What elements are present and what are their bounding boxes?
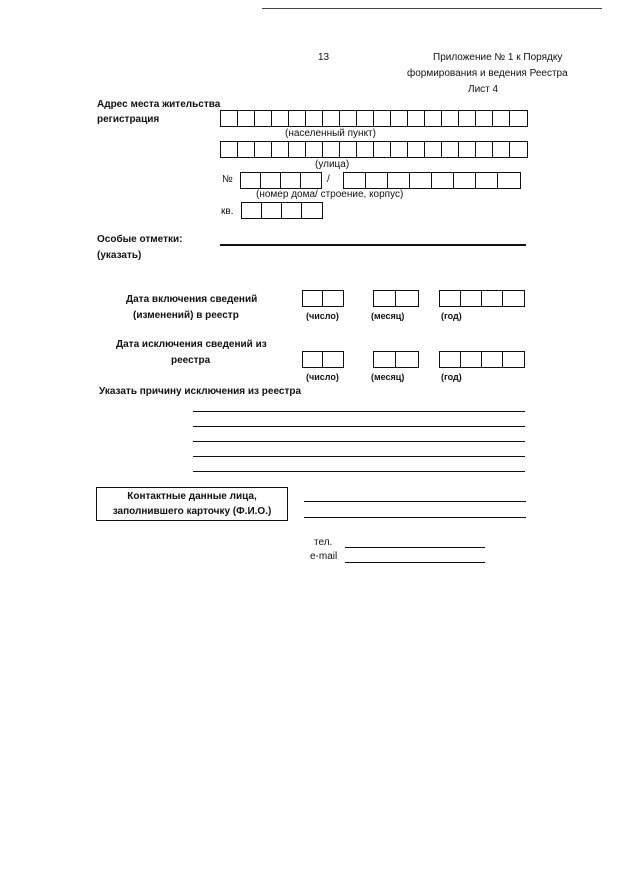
- inclusion-day-input[interactable]: [302, 290, 344, 307]
- exclusion-reason-label: Указать причину исключения из реестра: [99, 386, 302, 397]
- house-number-label: №: [222, 174, 233, 185]
- apartment-label: кв.: [221, 206, 234, 217]
- exclusion-day-caption: (число): [306, 372, 339, 382]
- exclusion-date-label-2: реестра: [171, 355, 211, 366]
- phone-label: тел.: [314, 537, 333, 548]
- exclusion-month-input[interactable]: [373, 351, 419, 368]
- inclusion-month-input[interactable]: [373, 290, 419, 307]
- email-line[interactable]: [345, 562, 485, 563]
- reason-line-2[interactable]: [193, 426, 525, 427]
- exclusion-year-caption: (год): [441, 372, 462, 382]
- contact-name-line-1[interactable]: [304, 501, 526, 502]
- reason-line-3[interactable]: [193, 441, 525, 442]
- inclusion-year-input[interactable]: [439, 290, 525, 307]
- contact-name-line-2[interactable]: [304, 517, 526, 518]
- appendix-line-1: Приложение № 1 к Порядку: [433, 52, 563, 63]
- exclusion-month-caption: (месяц): [371, 372, 405, 382]
- reason-line-5[interactable]: [193, 471, 525, 472]
- phone-line[interactable]: [345, 547, 485, 548]
- contact-box-line-1: Контактные данные лица,: [127, 491, 257, 502]
- special-notes-label: Особые отметки:: [97, 234, 183, 245]
- contact-box-line-2: заполнившего карточку (Ф.И.О.): [112, 506, 272, 517]
- top-scan-line: [262, 8, 602, 9]
- exclusion-date-label: Дата исключения сведений из: [116, 339, 267, 350]
- inclusion-date-label-2: (изменений) в реестр: [133, 310, 239, 321]
- appendix-line-2: формирования и ведения Реестра: [407, 68, 568, 79]
- page-number: 13: [318, 52, 330, 63]
- inclusion-month-caption: (месяц): [371, 311, 405, 321]
- reason-line-1[interactable]: [193, 411, 525, 412]
- exclusion-day-input[interactable]: [302, 351, 344, 368]
- sheet-label: Лист 4: [468, 84, 499, 95]
- inclusion-date-label: Дата включения сведений: [126, 294, 258, 305]
- house-caption: (номер дома/ строение, корпус): [256, 189, 404, 200]
- inclusion-year-caption: (год): [441, 311, 462, 321]
- special-notes-line[interactable]: [220, 244, 526, 246]
- locality-caption: (населенный пункт): [285, 128, 376, 139]
- reason-line-4[interactable]: [193, 456, 525, 457]
- locality-input[interactable]: [220, 110, 528, 127]
- exclusion-year-input[interactable]: [439, 351, 525, 368]
- building-input[interactable]: [343, 172, 521, 189]
- registration-label: регистрация: [97, 114, 160, 125]
- special-notes-hint: (указать): [97, 250, 142, 261]
- address-label: Адрес места жительства: [97, 99, 221, 110]
- inclusion-day-caption: (число): [306, 311, 339, 321]
- house-number-input[interactable]: [240, 172, 322, 189]
- email-label: e-mail: [310, 551, 338, 562]
- apartment-input[interactable]: [241, 202, 323, 219]
- street-input[interactable]: [220, 141, 528, 158]
- house-slash: /: [327, 174, 330, 185]
- contact-box: [96, 487, 288, 521]
- street-caption: (улица): [315, 159, 350, 170]
